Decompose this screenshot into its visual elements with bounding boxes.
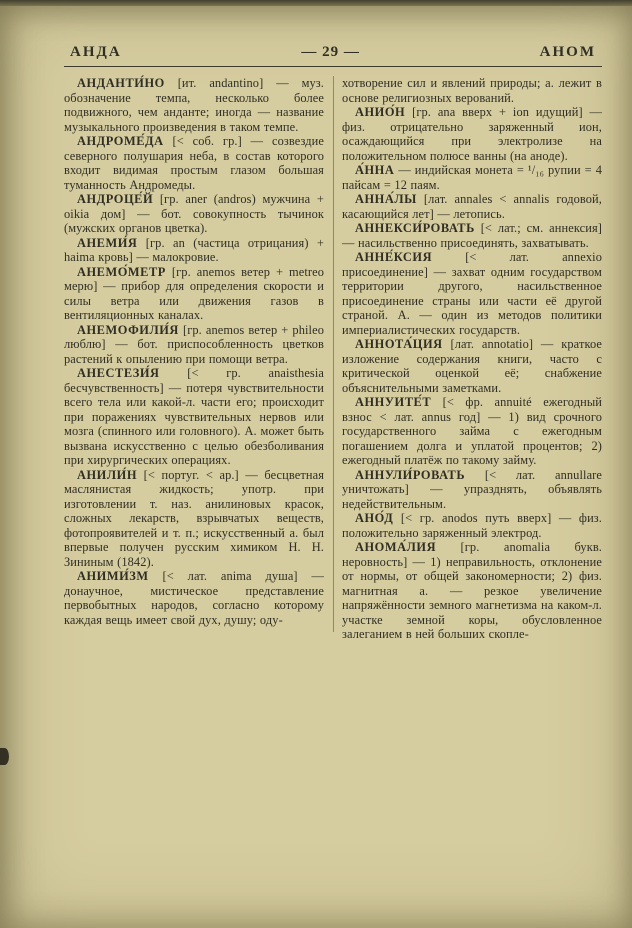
headword: АНЕМИ́Я	[77, 235, 138, 250]
dictionary-entry	[342, 468, 602, 512]
entry-body: [< фр. annuité ежегодный взнос < лат. annus год] — 1) вид срочного государственного займа с ежегодным погашением долга и уплатой процентов; 2) ежегодный платёж по такому займу.	[342, 395, 602, 467]
entry-body: [гр. ana вверх + ion идущий] — физ. отрицательно заряженный ион, осаждающийся при электролизе на положительном полюсе ванны (на аноде).	[342, 105, 602, 163]
dictionary-entry	[342, 540, 602, 642]
running-head-left: АНДА	[70, 44, 122, 60]
entry-body: [гр. an (частица отрицания) + haima кровь] — малокровие.	[64, 235, 324, 264]
entry-body: [< гр. anodos путь вверх] — физ. положительно заряженный электрод.	[342, 511, 602, 540]
headword: АНИО́Н	[355, 105, 406, 119]
scan-edge-shadow	[0, 0, 632, 6]
dictionary-entry	[342, 337, 602, 395]
dictionary-entry	[342, 511, 602, 540]
dictionary-entry	[64, 323, 324, 367]
dictionary-entry	[342, 192, 602, 221]
dictionary-entry	[342, 105, 602, 163]
dictionary-entry	[64, 236, 324, 265]
headword: АНЕСТЕЗИ́Я	[77, 366, 160, 380]
entry-body: хотворение сил и явлений природы; а. лежит в основе религиозных верований.	[342, 76, 602, 105]
headword: АНЕМО́МЕТР	[77, 264, 166, 279]
dictionary-entry	[64, 192, 324, 236]
headword: АНИМИ́ЗМ	[77, 569, 149, 583]
headword: АННЕ́КСИЯ	[355, 250, 433, 264]
headword: АНЕМОФИЛИ́Я	[77, 322, 179, 337]
entry-body: [< лат.; см. аннексия] — насильственно присоединять, захватывать.	[342, 221, 602, 250]
entry-body: [ит. andantino] — муз. обозначение темпа, несколько более подвижного, чем анданте; иногда — название музыкального произведения в таком темпе.	[64, 76, 324, 134]
headword: АНО́Д	[355, 511, 394, 525]
headword: АНИЛИ́Н	[77, 467, 138, 482]
dictionary-entry	[342, 163, 602, 192]
headword: АННУИТЕ́Т	[355, 395, 432, 409]
dictionary-entry	[64, 468, 324, 570]
entry-body: [лат. annales < annalis годовой, касающийся лет] — летопись.	[342, 192, 602, 221]
dictionary-entry	[342, 395, 602, 468]
entry-body: [лат. annotatio] — краткое изложение содержания книги, часто с критической оценкой её; снабжение объяснительными заметками.	[342, 337, 602, 395]
text-columns	[64, 76, 602, 642]
entry-body: [гр. anemos ветер + metreo мерю] — прибор для определения скорости и силы ветра или движения газов в вентиляционных каналах.	[64, 264, 324, 322]
headword: АНДАНТИ́НО	[77, 76, 165, 90]
entry-body: [< соб. гр.] — созвездие северного полушария неба, в состав которого входит видимая простым глазом большая туманность Андромеды.	[64, 134, 324, 192]
headword: АНДРОЦЕ́Й	[77, 192, 154, 206]
headword: АННУЛИ́РОВАТЬ	[355, 467, 466, 482]
headword: АННЕКСИ́РОВАТЬ	[355, 221, 475, 235]
headword: АНОМА́ЛИЯ	[355, 540, 437, 554]
headword: А́ННА	[355, 163, 395, 177]
entry-body: [< португ. < ар.] — бесцветная маслянистая жидкость; употр. при изготовлении т. наз. анилиновых красок, сложных лекарств, взрывчатых веществ, фотопроявителей и т. п.; искусственный а. был впервые получен русским химиком Н. Н. Зининым (1842).	[64, 467, 324, 569]
dictionary-entry	[64, 569, 324, 627]
column-divider	[333, 76, 334, 632]
dictionary-entry	[342, 221, 602, 250]
headword: АННОТА́ЦИЯ	[355, 337, 443, 351]
entry-body: [гр. anomalia букв. неровность] — 1) неправильность, отклонение от нормы, от общей закономерности; 2) физ. магнитная а. — резкое увеличение напряжённости земного магнетизма на каком-л. участке земной коры, обусловленное залеганием в ней больших скопле-	[342, 540, 602, 641]
headword: АННА́ЛЫ	[355, 192, 417, 206]
dictionary-entry	[64, 366, 324, 468]
entry-body: [< лат. annexio присоединение] — захват одним государством территории другого, насильственное присоединение страны или части её другой страной. А. — один из методов политики империалистических государств.	[342, 250, 602, 337]
page-number: — 29 —	[301, 44, 360, 60]
entry-continuation	[342, 76, 602, 105]
entry-body: [гр. aner (andros) мужчина + oikia дом] — бот. совокупность тычинок (мужских органов цветка).	[64, 192, 324, 235]
entry-body: [< лат. annullare уничтожать] — упразднять, объявлять недействительным.	[342, 467, 602, 511]
dictionary-entry	[64, 134, 324, 192]
running-head	[64, 44, 602, 67]
page-content	[0, 44, 632, 928]
entry-body: [гр. anemos ветер + phileo люблю] — бот. приспособленность цветков растений к опылению при помощи ветра.	[64, 322, 324, 366]
dictionary-entry	[64, 265, 324, 323]
dictionary-entry	[342, 250, 602, 337]
headword: АНДРОМЕ́ДА	[77, 134, 164, 148]
entry-body: — индийская монета = ¹/₁₆ рупии = 4 пайсам = 12 паям.	[342, 163, 602, 192]
left-column	[64, 76, 324, 642]
running-head-right: АНОМ	[539, 44, 596, 60]
entry-body: [< гр. anaisthesia бесчувственность] — потеря чувствительности всего тела или какой-л. части его; происходит при поражениях чувствительных нервов или мозга (спинного или головного). А. может быть вызвана искусственно с целью обезболивания при хирургических операциях.	[64, 366, 324, 467]
dictionary-entry	[64, 76, 324, 134]
right-column	[342, 76, 602, 642]
entry-body: [< лат. anima душа] — донаучное, мистическое представление первобытных народов, согласно которому каждая вещь имеет свой дух, душу; оду-	[64, 569, 324, 627]
